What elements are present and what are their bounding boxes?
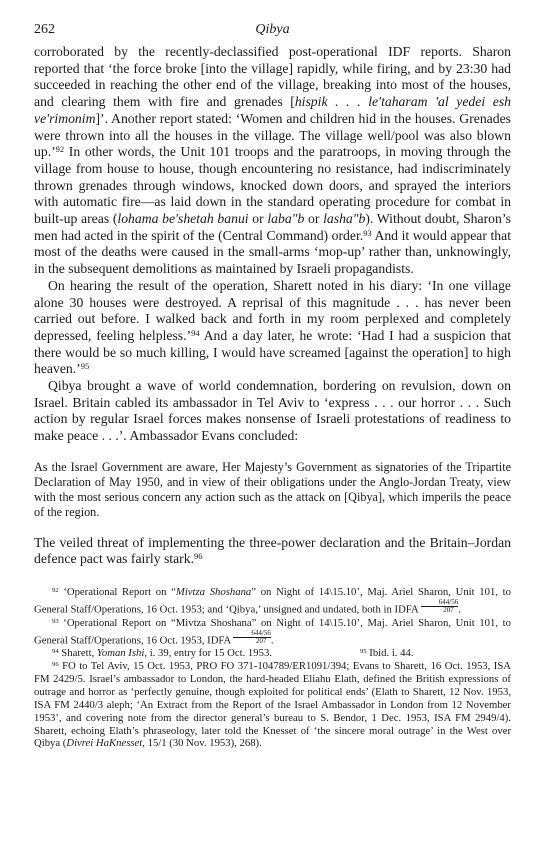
text-run: And it would appear that most of the deaths were caused in the small-arms ‘mop-up’ rather than, unknowingly, in the subsequent demolitions as maintained by Israeli propagandists.	[34, 227, 511, 277]
body-text	[34, 44, 511, 445]
fraction-numerator: 644/56	[421, 599, 458, 607]
paragraph	[34, 44, 511, 278]
text-run: ]’. Another report stated: ‘Women and children hid in the houses. Grenades were thrown into all the houses in the village. The village well/pool was also blown up.’	[34, 110, 511, 160]
archive-file-fraction	[421, 599, 458, 614]
text-run: ). Without doubt, Sharon’s men had acted in the spirit of the (Central Command) order.	[34, 211, 511, 243]
italic-text: Yoman Ishi	[96, 647, 145, 660]
italic-text: Divrei HaKnesset	[66, 737, 143, 750]
note-reference: 94	[191, 328, 200, 339]
text-run: ‘Operational Report on “Mivtza Shoshana” on Night of 14\15.10’, Maj. Ariel Sharon, Unit 101, to General Staff/Operations, 16 Oct. 1953, IDFA	[34, 616, 511, 647]
note-reference: 93	[52, 617, 59, 625]
footnotes	[34, 586, 511, 750]
running-head: Qibya	[255, 22, 290, 37]
italic-text: laba"b	[267, 211, 305, 227]
text-run: And a day later, he wrote: ‘Had I had a suspicion that there would be so much killing, I would have screamed [against the operation] to high heaven.’	[34, 327, 511, 377]
footnote	[34, 647, 511, 660]
text-run: Ibid. i. 44.	[366, 647, 414, 660]
text-run: On hearing the result of the operation, Sharett noted in his diary: ‘In one village alone 30 houses were destroyed. A reprisal of this magnitude . . . has never been carried out before. I walked back and forth in my room perplexed and completely depressed, feeling helpless.’	[34, 277, 511, 343]
footnote	[34, 660, 511, 750]
note-reference: 96	[52, 661, 59, 669]
paragraph	[34, 535, 511, 568]
italic-text: lasha"b	[323, 211, 366, 227]
fraction-denominator: 207	[255, 636, 267, 645]
page-header	[34, 22, 511, 40]
text-run: or	[304, 211, 324, 227]
fraction-numerator: 644/56	[233, 630, 270, 638]
note-reference: 95	[359, 648, 367, 656]
text-run: The veiled threat of implementing the three-power declaration and the Britain–Jordan defence pact was fairly stark.	[34, 534, 511, 567]
text-run: In other words, the Unit 101 troops and the paratroops, in moving through the village from house to house, though encountering no resistance, had indiscriminately thrown grenades through windows, knocked down doors, and sprayed the interiors with automatic fire—as laid down in the standard operating procedure for combat in built-up areas (	[34, 144, 511, 227]
note-reference: 92	[52, 587, 59, 595]
italic-text: hispik . . . le'taharam 'al yedei esh ve'rimonim	[34, 94, 511, 126]
text-run: Qibya brought a wave of world condemnation, bordering on revulsion, down on Israel. Britain cabled its ambassador in Tel Aviv to ‘express . . . our horror . . . Such action by regular Israel forces makes nonsense of Israeli protestations of readiness to make peace . . .’. Ambassador Evans concluded:	[34, 378, 511, 444]
text-run: or	[248, 211, 268, 227]
text-run: ” on Night of 14\15.10’, Maj. Ariel Sharon, Unit 101, to General Staff/Operations, 16 Oct. 1953; and ‘Qibya,’ unsigned and undated, both in IDFA	[34, 586, 511, 616]
text-run: Sharett,	[58, 647, 97, 660]
paragraph	[34, 278, 511, 378]
text-run: , i. 39, entry for 15 Oct. 1953.	[144, 647, 272, 660]
text-block	[34, 44, 511, 750]
text-run: .	[270, 634, 274, 647]
footnote	[34, 586, 511, 617]
archive-file-fraction	[233, 630, 270, 645]
paragraph	[34, 378, 511, 445]
fraction-denominator: 207	[443, 606, 454, 614]
note-reference: 92	[55, 144, 65, 155]
footnote	[34, 617, 511, 648]
page-number: 262	[34, 22, 55, 37]
text-run: FO to Tel Aviv, 15 Oct. 1953, PRO FO 371-104789/ER1091/394; Evans to Sharett, 16 Oct. 1953, ISA FM 2429/5. Israel’s ambassador to London, the hard-headed Eliahu Elath, defined the British expressions of outrage and horror as ‘perfectly genuine, though exploited for political ends’ (Elath to Sharett, 12 Nov. 1953, ISA FM 2440/3 aleph; ‘An Extract from the Report of the Israel Ambassador in London from 12 November 1953’, and covering note from the director general’s bureau to S. Bendor, 1 Dec. 1953, ISA FM 2949/4). Sharett, echoing Elath’s phraseology, later told the Knesset of ‘the sincere moral outrage’ in the West over Qibya (	[34, 660, 511, 750]
note-reference: 94	[52, 648, 59, 656]
note-reference: 96	[194, 551, 203, 562]
text-run: corroborated by the recently-declassified post-operational IDF reports. Sharon reported that ‘the force broke [into the village] rapidly, while firing, and by 23:30 had succeeded in reaching the other end of the village, breaking into most of the houses, and clearing them with fire and grenades [	[34, 44, 511, 110]
note-reference: 93	[363, 227, 372, 238]
italic-text: lohama be'shetah banui	[117, 211, 249, 227]
text-run: , 15/1 (30 Nov. 1953), 268).	[142, 737, 262, 750]
italic-text: Mivtza Shoshana	[175, 586, 252, 599]
text-run: .	[458, 603, 461, 616]
block-quote: As the Israel Government are aware, Her Majesty’s Government as signatories of the Tripartite Declaration of May 1950, and in view of their obligations under the Anglo-Jordan Treaty, view with the most serious concern any action such as the attack on [Qibya], which imperils the peace of the region.	[34, 459, 511, 520]
text-run: ‘Operational Report on “	[58, 586, 176, 599]
body-text-after-quote	[34, 535, 511, 568]
note-reference: 95	[80, 361, 90, 372]
